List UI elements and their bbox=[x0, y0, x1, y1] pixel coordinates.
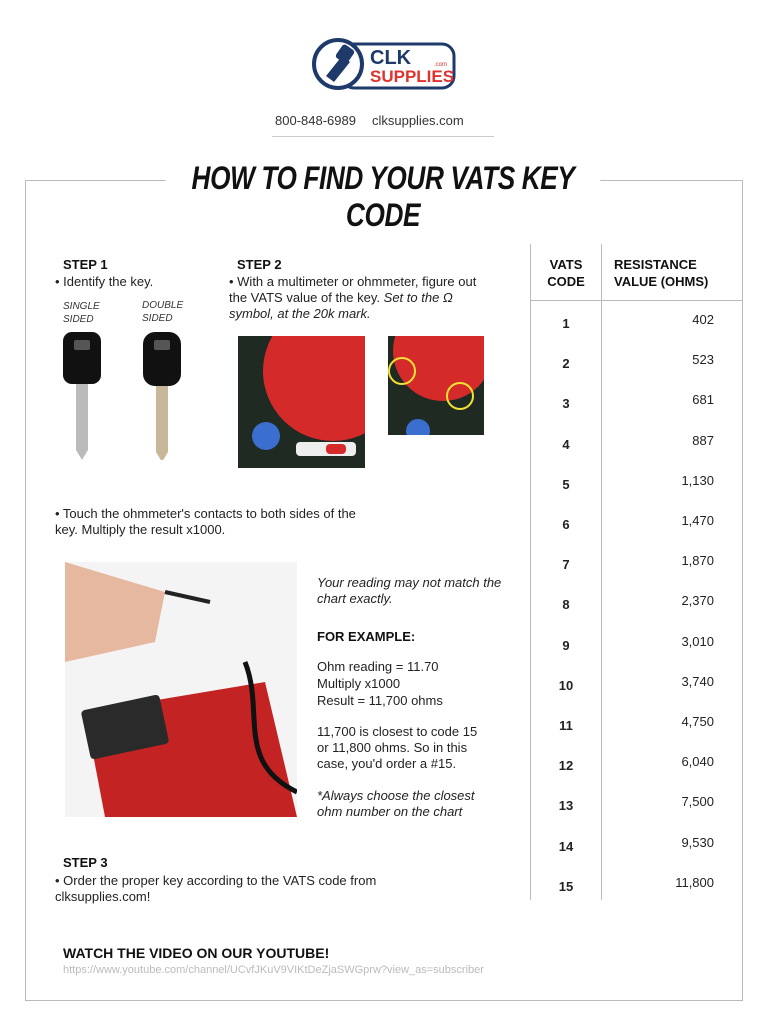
step3-text: • Order the proper key according to the VATS code from clksupplies.com! bbox=[55, 873, 377, 904]
vats-code-cell: 2 bbox=[562, 356, 570, 372]
youtube-link[interactable]: https://www.youtube.com/channel/UCvfJKuV9VIKtDeZjaSWGprw?view_as=subscriber bbox=[63, 964, 484, 976]
vats-code-cell: 1 bbox=[562, 316, 570, 331]
resistance-cell: 1,870 bbox=[681, 553, 714, 569]
vats-code-cell: 12 bbox=[558, 758, 574, 774]
resistance-cell: 7,500 bbox=[681, 794, 714, 810]
vats-code-cell: 11 bbox=[559, 718, 573, 733]
resistance-cell: 681 bbox=[692, 392, 714, 408]
resistance-cell: 523 bbox=[692, 352, 714, 368]
single-sided-key-image bbox=[62, 330, 102, 460]
resistance-cell: 11,800 bbox=[675, 874, 714, 890]
vats-code-cell: 4 bbox=[562, 436, 570, 452]
col-resistance: RESISTANCE VALUE (OHMS) bbox=[614, 257, 709, 289]
example-conclusion: 11,700 is closest to code 15 or 11,800 ohms. So in this case, you'd order a #15. bbox=[317, 724, 478, 771]
example-heading: FOR EXAMPLE: bbox=[317, 629, 416, 644]
touch-contacts-text: • Touch the ohmmeter's contacts to both sides of the key. Multiply the result x1000. bbox=[55, 506, 356, 537]
vats-code-cell: 6 bbox=[562, 517, 570, 532]
vats-code-cell: 15 bbox=[558, 878, 574, 894]
double-sided-key-image bbox=[142, 330, 182, 460]
step1-text: • Identify the key. bbox=[55, 274, 154, 289]
resistance-cell: 6,040 bbox=[681, 754, 714, 770]
single-sided-label: SINGLE SIDED bbox=[63, 301, 100, 325]
divider bbox=[272, 136, 494, 137]
svg-text:SUPPLIES: SUPPLIES bbox=[370, 67, 455, 86]
vats-code-cell: 10 bbox=[558, 677, 574, 693]
resistance-cell: 887 bbox=[692, 432, 714, 448]
multimeter-20k-photo bbox=[388, 336, 484, 435]
example-line-1: Ohm reading = 11.70 bbox=[317, 659, 439, 674]
example-line-2: Multiply x1000 bbox=[317, 676, 401, 691]
vats-code-cell: 9 bbox=[562, 637, 570, 653]
vats-code-cell: 5 bbox=[562, 476, 570, 492]
step1-heading: STEP 1 bbox=[63, 257, 108, 272]
resistance-cell: 402 bbox=[692, 312, 714, 327]
resistance-cell: 9,530 bbox=[681, 834, 714, 850]
double-sided-label: DOUBLE SIDED bbox=[142, 300, 184, 324]
resistance-cell: 3,010 bbox=[681, 633, 714, 649]
resistance-cell: 1,130 bbox=[681, 472, 714, 488]
multimeter-dial-photo bbox=[238, 336, 365, 468]
example-line-3: Result = 11,700 ohms bbox=[317, 693, 443, 708]
phone: 800-848-6989 bbox=[275, 113, 356, 128]
closest-note: *Always choose the closest ohm number on the chart bbox=[317, 788, 475, 819]
resistance-cell: 4,750 bbox=[681, 714, 714, 729]
step2-heading: STEP 2 bbox=[237, 257, 282, 272]
table-border bbox=[742, 244, 743, 300]
svg-text:.com: .com bbox=[434, 62, 448, 68]
contact-info bbox=[275, 113, 480, 128]
vats-code-cell: 8 bbox=[562, 597, 570, 613]
resistance-cell: 1,470 bbox=[681, 513, 714, 528]
step2-text: • With a multimeter or ohmmeter, figure out the VATS value of the key. Set to the Ω symbol, at the 20k mark. bbox=[229, 274, 477, 321]
vats-code-cell: 14 bbox=[558, 838, 574, 854]
table-header-divider bbox=[530, 300, 742, 301]
clk-supplies-logo bbox=[312, 36, 457, 92]
col-vats-code: VATS CODE bbox=[547, 257, 585, 289]
vats-code-cell: 13 bbox=[558, 798, 574, 814]
step3-heading: STEP 3 bbox=[63, 855, 108, 870]
reading-note: Your reading may not match the chart exactly. bbox=[317, 575, 502, 606]
svg-text:CLK: CLK bbox=[370, 47, 412, 69]
page-title: HOW TO FIND YOUR VATS KEY CODE bbox=[166, 160, 601, 234]
ohmmeter-reading-photo bbox=[65, 562, 297, 817]
website-link[interactable]: clksupplies.com bbox=[371, 113, 464, 128]
resistance-cell: 2,370 bbox=[681, 593, 714, 609]
vats-code-cell: 7 bbox=[562, 557, 570, 573]
vats-code-cell: 3 bbox=[562, 396, 570, 412]
youtube-heading: WATCH THE VIDEO ON OUR YOUTUBE! bbox=[63, 945, 330, 961]
resistance-cell: 3,740 bbox=[681, 673, 714, 689]
